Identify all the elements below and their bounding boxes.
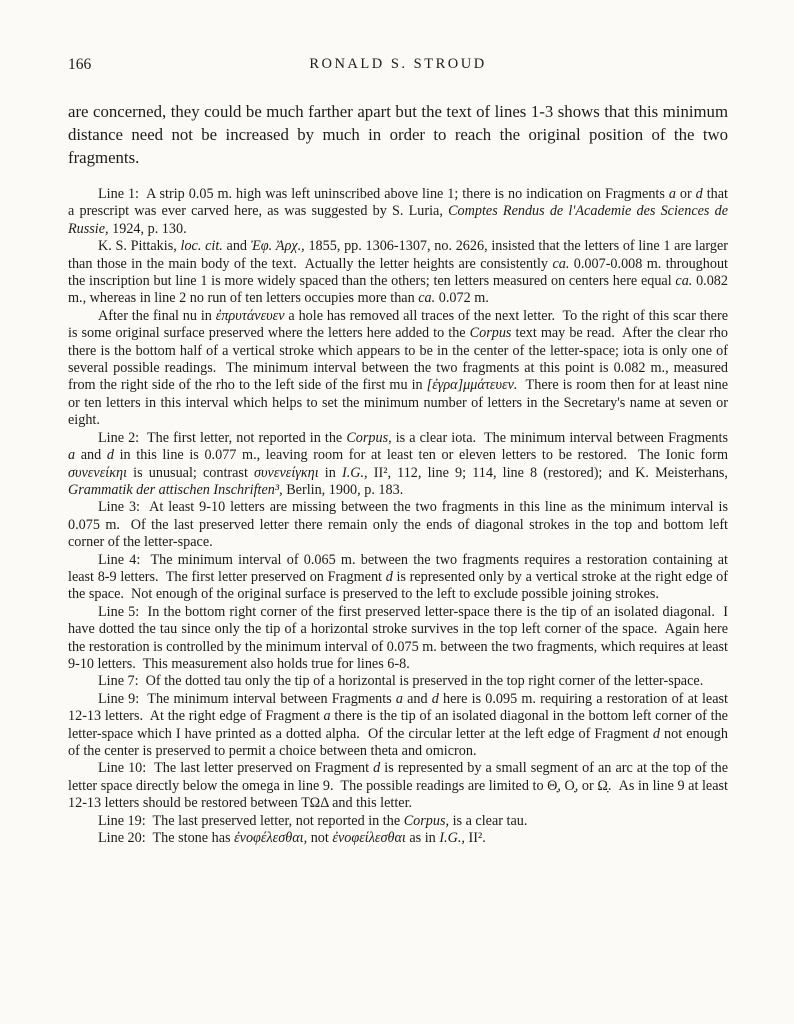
italic-text: ca. [675,273,693,290]
note-final-nu [68,308,728,430]
note-pittakis [68,238,728,308]
italic-text: Corpus, [403,812,450,829]
text-run: Line 9: The minimum interval between Fragments [98,690,396,707]
text-run: a hole has removed all traces of the next letter. To the right of this scar there is some original surface preserved where the letters here added to the [68,307,728,342]
text-run: Line 7: Of the dotted tau only the tip of a horizontal is preserved in the top right corner of the letter-space. [98,673,704,690]
text-run: Line 4: The minimum interval of 0.065 m. between the two fragments requires a restoration containing at least 8-9 letters. The first letter preserved on Fragment [68,551,728,585]
italic-text: Grammatik der attischen Inschriften³, [68,481,283,498]
text-run: Line 1: A strip 0.05 m. high was left uninscribed above line 1; there is no indication on Fragments [98,186,669,202]
text-run: Line 19: The last preserved letter, not reported in the [98,812,404,829]
italic-text: a [668,186,676,202]
note-line-2 [68,430,728,500]
note-line-5 [68,604,728,674]
italic-text: Comptes Rendus de l'Academie des Sciences de Russie, [68,203,728,237]
text-run: 0.072 m. [435,290,489,307]
text-run: is represented by a small segment of an arc at the top of the letter space directly below the omega in line 9. The possible readings are limited to Θ̣, Ο̣, or Ω̣. As in line 9 at least 12-13 letters should be restored between ΤΩΔ and this letter. [68,760,728,812]
text-run: in [318,464,342,481]
text-run: that a prescript was ever carved here, as was suggested by S. Luria, [68,186,728,220]
greek-text: [ἐγρα]μμάτευεν. [426,377,518,394]
note-line-1 [68,186,728,238]
text-run: are concerned, they could be much farther apart but the text of lines 1-3 shows that this minimum distance need not be increased by much in order to reach the original position of the two fragments. [68,102,728,167]
text-run: and [75,447,107,464]
italic-text: d [385,568,393,585]
italic-text: I.G., [439,830,465,847]
text-run: After the final nu in [98,307,216,324]
note-line-3 [68,499,728,551]
text-run: in this line is 0.077 m., leaving room for at least ten or eleven letters to be restored. The Ionic form [113,447,728,464]
text-run: 0.082 m., whereas in line 2 no run of ten letters occupies more than [68,273,728,307]
greek-text: συνενείγκηι [254,464,319,481]
text-run: There is room then for at least nine or ten letters in this interval which helps to set the minimum number of letters in the Secretary's name at seven or eight. [68,377,729,429]
note-line-4 [68,552,728,604]
text-run: text may be read. After the clear rho there is the bottom half of a vertical stroke which appears to be in the center of the letter-space; iota is only one of several possible readings. The minimum interval between the two fragments at this point is 0.082 m., measured from the right side of the rho to the left side of the first mu in [68,325,728,394]
italic-text: d [652,725,660,742]
text-run: 1855, pp. 1306-1307, no. 2626, insisted that the letters of line 1 are larger than those in the main body of the text. Actually the letter heights are consistently [68,238,728,272]
note-line-9 [68,691,728,761]
text-run: Berlin, 1900, p. 183. [282,481,404,498]
greek-text: ἐνοφείλεσθαι [332,830,406,847]
greek-text: ἐπρυτάνευεν [215,307,285,324]
note-line-19 [68,813,728,830]
note-line-20 [68,830,728,847]
text-run: and [402,690,432,707]
italic-text: d [431,690,439,707]
italic-text: I.G., [341,464,368,481]
greek-text: συνενείκηι [68,464,128,481]
text-run: is a clear tau. [449,812,528,829]
note-line-10 [68,760,728,812]
running-head: RONALD S. STROUD [309,56,487,72]
text-run: Line 2: The first letter, not reported in the [98,429,347,446]
text-run: as in [405,830,440,847]
italic-text: loc. cit. [180,238,223,255]
text-run: is represented only by a vertical stroke at the right edge of the space. Not enough of the original surface is preserved to the left to exclude possible joining strokes. [68,568,728,603]
greek-text: Ἐφ. Ἀρχ., [250,238,305,255]
text-run: not [307,830,333,847]
text-run: here is 0.095 m. requiring a restoration of at least 12-13 letters. At the right edge of Fragment [68,690,728,725]
italic-text: d [106,447,114,464]
text-run: II². [464,830,486,847]
text-run: 1924, p. 130. [108,220,187,237]
text-run: Line 3: At least 9-10 letters are missing between the two fragments in this line as the minimum interval is 0.075 m. Of the last preserved letter there remain only the ends of diagonal strokes in the top and bottom left corner of the letter-space. [68,499,728,551]
text-run: Line 20: The stone has [98,830,235,847]
text-run: II², 112, line 9; 114, line 8 (restored); and K. Meisterhans, [367,464,728,481]
page-number: 166 [68,56,92,73]
italic-text: Corpus, [346,429,392,446]
text-run: K. S. Pittakis, [98,238,181,255]
text-run: not enough of the center is preserved to permit a choice between theta and omicron. [68,725,728,759]
italic-text: a [323,708,331,725]
text-run: Line 10: The last letter preserved on Fragment [98,760,374,777]
italic-text: ca. [418,290,436,307]
greek-text: ἐνοφέλεσθαι, [234,830,308,847]
page-body [68,100,728,847]
text-run: Line 5: In the bottom right corner of the first preserved letter-space there is the tip of an isolated diagonal. I have dotted the tau since only the tip of a horizontal stroke survives in the top left corner of the space. Again here the restoration is controlled by the minimum interval of 0.075 m. between the two fragments, which requires at least 9-10 letters. This measurement also holds true for lines 6-8. [68,603,728,672]
note-line-7 [68,673,728,690]
italic-text: ca. [552,255,570,272]
text-run: or [675,186,696,202]
page-header [68,54,728,76]
italic-text: Corpus [469,325,512,342]
text-run: is unusual; contrast [127,464,255,481]
italic-text: d [695,186,703,202]
text-run: is a clear iota. The minimum interval between Fragments [391,429,728,446]
text-run: 0.007-0.008 m. throughout the inscription but line 1 is more widely spaced than the others; ten letters measured on centers here equal [68,255,728,290]
italic-text: a [68,447,76,464]
text-run: there is the tip of an isolated diagonal in the bottom left corner of the letter-space which I have printed as a dotted alpha. Of the circular letter at the left edge of Fragment [68,708,728,742]
italic-text: a [395,690,403,707]
intro-paragraph [68,100,728,169]
text-run: and [222,238,251,255]
italic-text: d [373,760,381,777]
